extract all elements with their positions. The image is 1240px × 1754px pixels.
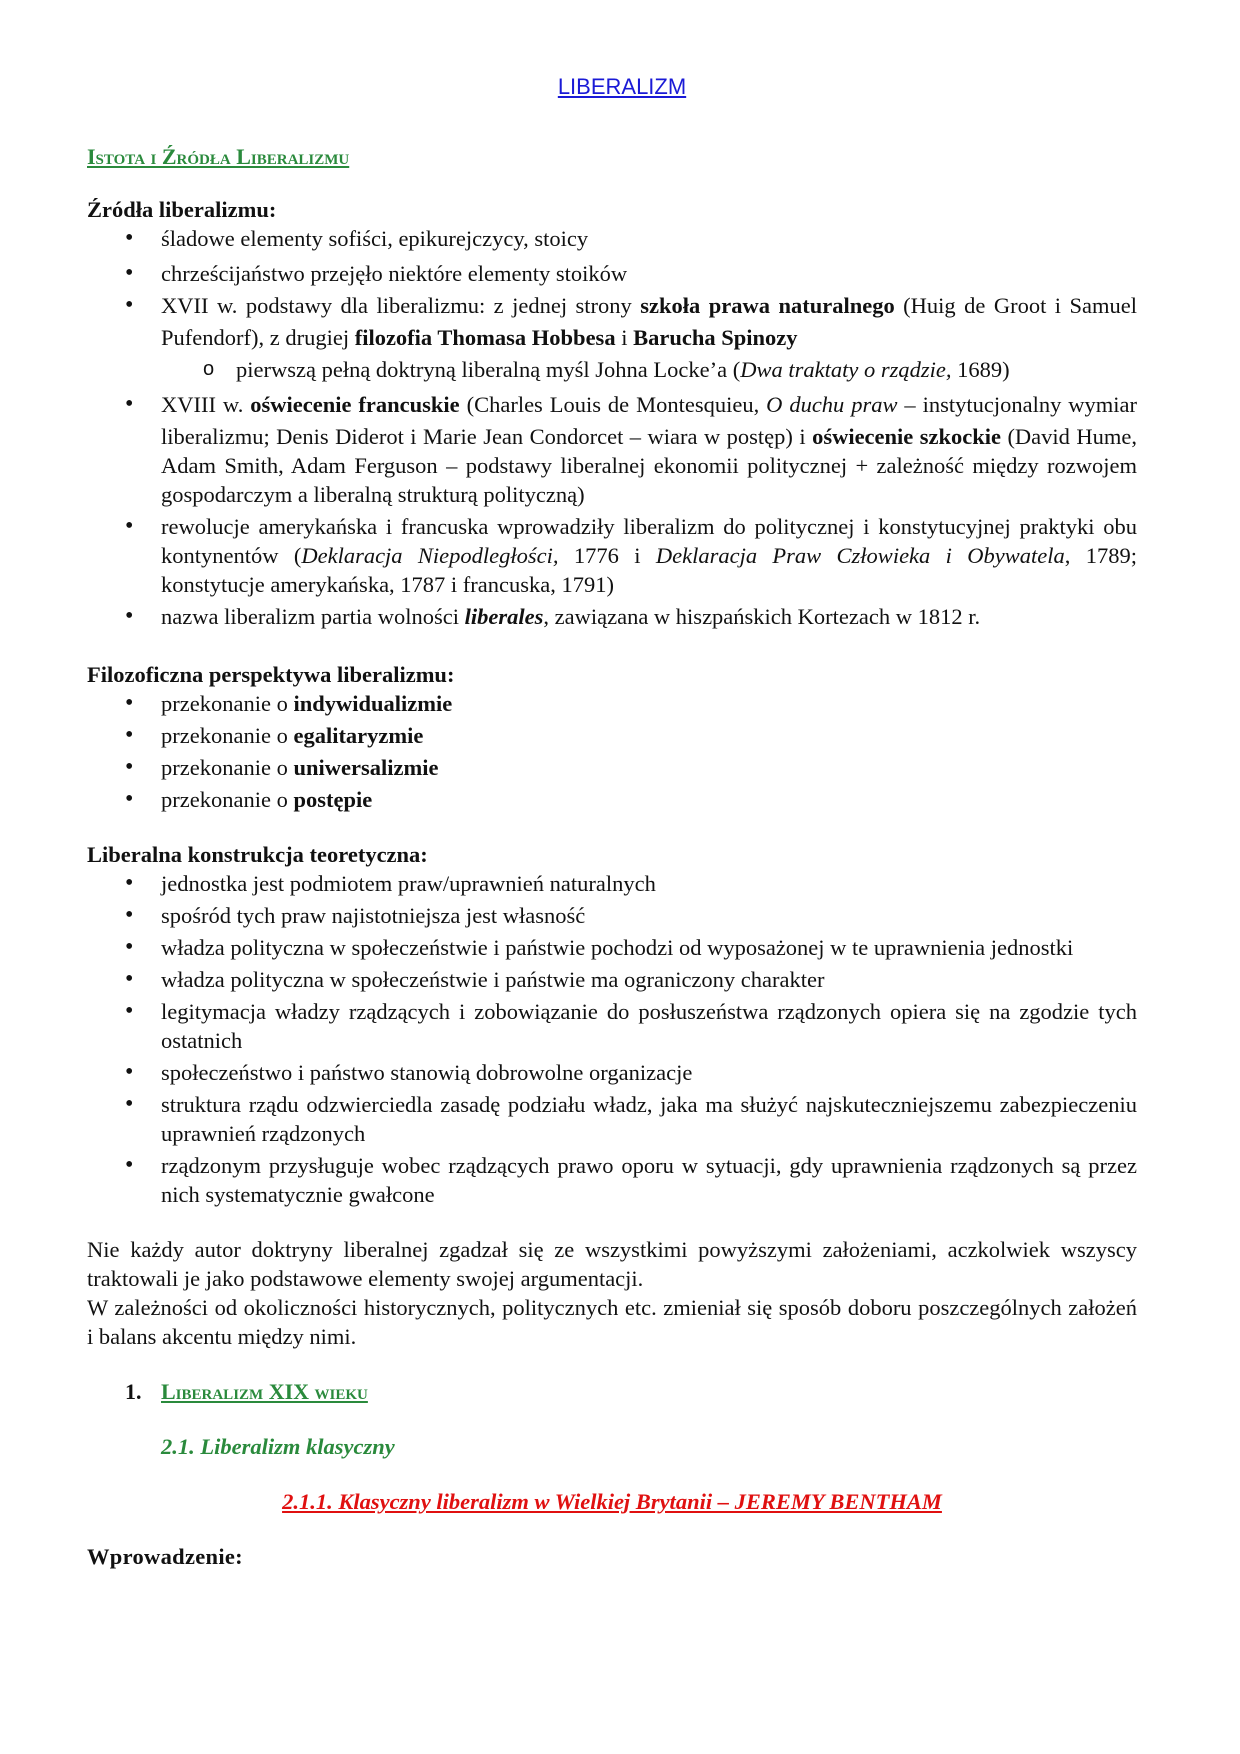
section-heading-xix[interactable]: 1. Liberalizm XIX wieku	[125, 1379, 368, 1404]
list-item: • przekonanie o egalitaryzmie	[87, 721, 1137, 750]
sources-sublist	[87, 355, 1137, 387]
list-item: • przekonanie o indywidualizmie	[87, 689, 1137, 718]
list-item: • struktura rządu odzwierciedla zasadę podziału władz, jaka ma służyć najskuteczniejszemu zabezpieczeniu uprawnień rządzonych	[87, 1090, 1137, 1148]
list-item: • rządzonym przysługuje wobec rządzących prawo oporu w sytuacji, gdy uprawnienia rządzonych są przez nich systematycznie gwałcone	[87, 1151, 1137, 1209]
paragraph-1: Nie każdy autor doktryny liberalnej zgadzał się ze wszystkimi powyższymi założeniami, aczkolwiek wszyscy traktowali je jako podstawowe elementy swojej argumentacji.	[87, 1237, 1137, 1291]
sources-label: Źródła liberalizmu:	[87, 197, 277, 222]
philosophy-label: Filozoficzna perspektywa liberalizmu:	[87, 662, 455, 687]
construct-label: Liberalna konstrukcja teoretyczna:	[87, 842, 428, 867]
list-item: • XVIII w. oświecenie francuskie (Charles Louis de Montesquieu, O duchu praw – instytucjonalny wymiar liberalizmu; Denis Diderot i Marie Jean Condorcet – wiara w postęp) i oświecenie szkockie (David Hume, Adam Smith, Adam Ferguson – podstawy liberalnej ekonomii politycznej + zależność między rozwojem gospodarczym a liberalną strukturą polityczną)	[87, 390, 1137, 509]
document-title[interactable]: LIBERALIZM	[557, 74, 687, 99]
section-heading-istota[interactable]: Istota i Źródła Liberalizmu	[87, 144, 350, 169]
list-item: • chrześcijaństwo przejęło niektóre elementy stoików	[87, 259, 1137, 288]
list-item: • śladowe elementy sofiści, epikurejczycy, stoicy	[87, 224, 1137, 256]
sources-list	[87, 224, 1137, 352]
list-item: • przekonanie o uniwersalizmie	[87, 753, 1137, 782]
subsection-heading-klasyczny[interactable]: 2.1. Liberalizm klasyczny	[161, 1434, 395, 1459]
philosophy-list	[87, 689, 1137, 814]
sources-list-cont	[87, 390, 1137, 634]
construct-list	[87, 869, 1137, 1209]
paragraph-2: W zależności od okoliczności historycznych, politycznych etc. zmieniał się sposób doboru poszczególnych założeń i balans akcentu między nimi.	[87, 1295, 1137, 1349]
list-item: • przekonanie o postępie	[87, 785, 1137, 814]
intro-label: Wprowadzenie:	[87, 1544, 243, 1569]
list-item: • władza polityczna w społeczeństwie i państwie pochodzi od wyposażonej w te uprawnienia jednostki	[87, 933, 1137, 962]
sub-list-item: o pierwszą pełną doktryną liberalną myśl Johna Locke’a (Dwa traktaty o rządzie, 1689)	[87, 355, 1137, 387]
list-item: • legitymacja władzy rządzących i zobowiązanie do posłuszeństwa rządzonych opiera się na zgodzie tych ostatnich	[87, 997, 1137, 1055]
list-item: • rewolucje amerykańska i francuska wprowadziły liberalizm do politycznej i konstytucyjnej praktyki obu kontynentów (Deklaracja Niepodległości, 1776 i Deklaracja Praw Człowieka i Obywatela, 1789; konstytucje amerykańska, 1787 i francuska, 1791)	[87, 512, 1137, 599]
list-item: • nazwa liberalizm partia wolności liberales, zawiązana w hiszpańskich Kortezach w 1812 r.	[87, 602, 1137, 634]
list-item: • władza polityczna w społeczeństwie i państwie ma ograniczony charakter	[87, 965, 1137, 994]
list-item: • XVII w. podstawy dla liberalizmu: z jednej strony szkoła prawa naturalnego (Huig de Groot i Samuel Pufendorf), z drugiej filozofia Thomasa Hobbesa i Barucha Spinozy	[87, 291, 1137, 352]
list-item: • jednostka jest podmiotem praw/uprawnień naturalnych	[87, 869, 1137, 898]
document-content	[87, 72, 1137, 1571]
list-item: • spośród tych praw najistotniejsza jest własność	[87, 901, 1137, 930]
list-item: • społeczeństwo i państwo stanowią dobrowolne organizacje	[87, 1058, 1137, 1087]
subsubsection-heading-bentham[interactable]: 2.1.1. Klasyczny liberalizm w Wielkiej Brytanii – JEREMY BENTHAM	[282, 1489, 942, 1514]
